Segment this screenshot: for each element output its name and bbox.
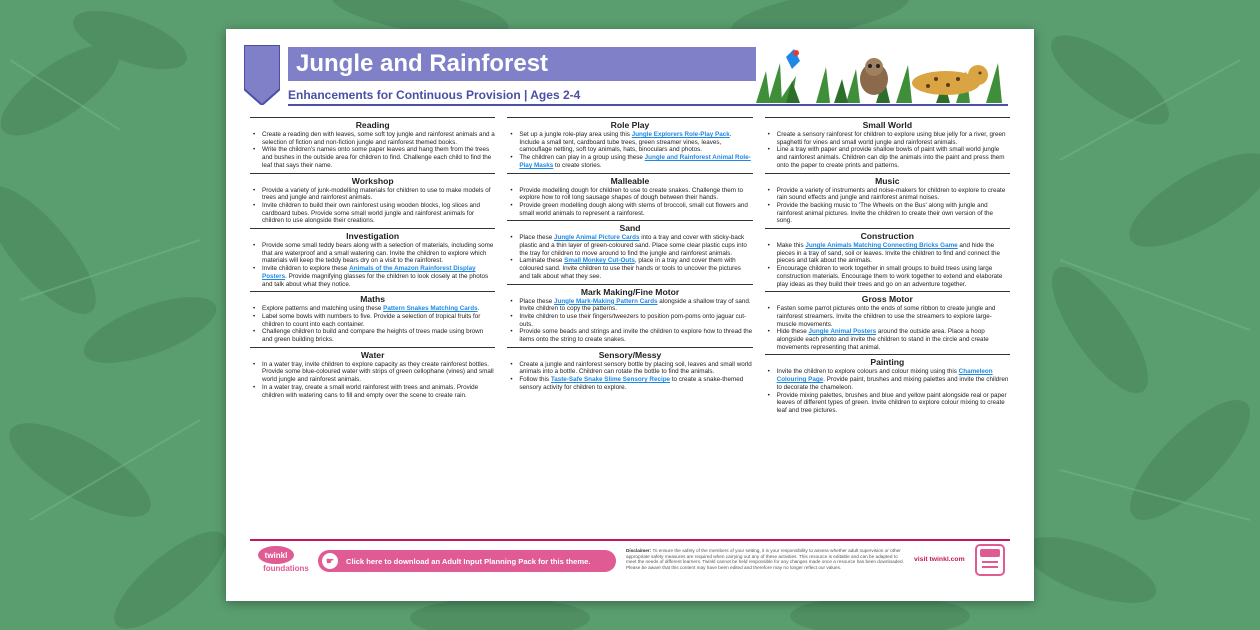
activity-text: Invite children to use their fingers/tweezers to position pom-poms onto jaguar cut-outs. [519,312,747,328]
logo-bottom-text: foundations [263,564,309,573]
activity-item [507,131,752,154]
activity-text: . Provide magnifying glasses for the children to look closely at the photos and talk about what they notice. [262,272,489,288]
section-maths [250,291,495,347]
activity-item [507,376,752,391]
activity-item [765,305,1010,328]
section-role-play [507,117,752,173]
section-sand [507,220,752,283]
activity-text: . Provide paint, brushes and mixing palettes and invite the children to decorate the chameleon. [776,376,1009,391]
activity-text: around the outside area. Place a hoop alongside each photo and invite the children to stand in the circle and create movements representing that animal. [776,328,989,351]
activity-item [507,328,752,343]
activity-list [250,242,495,288]
activity-list [765,368,1010,414]
activity-item [250,361,495,384]
quality-standard-seal-icon [974,543,1006,577]
activity-text: Create a jungle and rainforest sensory bottle by placing soil, leaves and small world animals into a bottle. Children can rotate the bottle to find the animals. [519,360,752,376]
footer-divider [250,539,1010,541]
activity-text: Provide a variety of junk-modelling materials for children to use to make models of trees and jungle and rainforest animals. [262,186,491,202]
activity-text: Place these [519,297,554,305]
activity-item [507,202,752,217]
activity-text: Set up a jungle role-play area using this [519,131,632,138]
activity-text: Label some bowls with numbers to five. Provide a selection of tropical fruits for children to count into each container. [262,312,481,328]
activity-list [765,305,1010,351]
activity-item [765,392,1010,415]
activity-text: Explore patterns and matching using these [262,305,384,313]
activity-text: Provide green modelling dough along with stems of broccoli, small cut flowers and small world animals to represent a rainforest. [519,201,748,217]
activity-text: . [477,305,480,313]
activity-text: Fasten some parrot pictures onto the ends of some ribbon to create jungle and rainforest streamers. Invite the children to use the streamers to explore large-muscle movements. [776,305,996,328]
activity-list [765,242,1010,288]
activity-text: alongside a shallow tray of sand. Invite children to copy the patterns. [519,297,751,313]
header-divider [288,104,1008,106]
activity-text: to create stories. [553,161,602,169]
download-planning-pack-button[interactable] [318,550,616,572]
resource-link[interactable]: Taste-Safe Snake Slime Sensory Recipe [550,376,671,384]
activity-item [765,265,1010,288]
column-3 [765,117,1010,537]
column-1 [250,117,495,537]
activity-list [507,131,752,170]
activity-item [507,257,752,280]
section-mark-making-fine-motor [507,284,752,347]
activity-item [250,202,495,225]
page-subtitle: Enhancements for Continuous Provision | Ages 2-4 [288,88,581,102]
section-title: Reading [355,120,390,130]
resource-link[interactable]: Jungle Animal Picture Cards [553,234,640,242]
activity-list [507,234,752,280]
resource-link[interactable]: Jungle and Rainforest Animal Role-Play Masks [519,154,751,169]
activity-text: Laminate these [519,257,565,265]
activity-list [765,187,1010,226]
section-reading [250,117,495,173]
activity-item [250,265,495,288]
section-title: Gross Motor [861,294,913,305]
activity-text: Write the children's names onto some paper leaves and hang them from the trees and bushes in the outside area for children to find. Challenge each child to find the leaf that says their name. [262,146,492,169]
activity-text: Challenge children to build and compare the heights of trees made using brown and green building bricks. [262,328,484,344]
activity-text: Hide these [776,328,809,336]
activity-text: and hide the pieces in a tray of sand, soil or leaves. Invite the children to find and connect the pieces and talk about the animals. [776,242,1000,265]
section-title: Construction [860,231,915,242]
resource-link[interactable]: Jungle Animals Matching Connecting Bricks Game [805,242,958,250]
activity-text: The children can play in a group using these [519,154,645,162]
activity-item [765,242,1010,265]
activity-text: Make this [776,242,806,250]
section-title: Small World [862,120,913,130]
section-title: Painting [870,357,905,368]
activity-item [507,313,752,328]
activity-list [250,361,495,400]
activity-text: In a water tray, invite children to explore capacity as they create rainforest bottles. Provide some blue-coloured water with strips of green cellophane (vines) and small world jungle and rainforest animals. [262,360,494,384]
section-small-world [765,117,1010,173]
section-title: Sensory/Messy [598,349,662,360]
section-workshop [250,173,495,229]
section-sensory-messy [507,347,752,395]
activity-item [765,146,1010,169]
download-button-label: Click here to download an Adult Input Planning Pack for this theme. [346,556,591,566]
disclaimer-text [626,548,904,590]
activity-list [250,187,495,226]
logo-top-text: twinkl [264,551,288,560]
section-gross-motor [765,291,1010,354]
activity-text: , place in a tray and cover them with coloured sand. Invite children to use their hands or tools to uncover the pictures and talk about what they see. [519,257,741,280]
page-title: Jungle and Rainforest [288,47,756,81]
activity-text: Place these [519,234,554,242]
activity-item [250,305,495,313]
bookmark-badge-icon [244,45,280,105]
activity-item [765,187,1010,202]
disclaimer-body: To ensure the safety of the members of your setting, it is your responsibility to assess whether adult supervision or other appropriate safety measures are required when carrying out any of these activities. This resource is editable and can be adapted to meet the needs of different learners. Twinkl cannot be held responsible for any changes made once a resource has been downloaded. Please be aware that this content may have been edited and therefore may no longer reflect our values. [626,548,904,570]
activity-text: Encourage children to work together in small groups to build trees using large construction materials. Encourage them to work together to extend and elaborate play ideas as they build their trees and go on an adventure together. [776,265,1003,288]
planning-document [226,29,1034,601]
section-title: Music [875,175,900,186]
resource-link[interactable]: Pattern Snakes Matching Cards [383,305,478,313]
activity-text: Create a sensory rainforest for children to explore using blue jelly for a river, green spaghetti for vines and small world jungle and rainforest animals. [776,131,1006,146]
activity-text: Provide the backing music to 'The Wheels on the Bus' along with jungle and rainforest animal pictures. Invite the children to create their own version of the song. [776,201,993,225]
activity-item [507,298,752,313]
activity-text: to create a snake-themed sensory activity for children to explore. [519,376,744,391]
section-title: Workshop [351,175,394,186]
section-title: Maths [360,294,386,305]
section-title: Investigation [346,231,400,242]
activity-list [507,298,752,344]
section-painting [765,354,1010,417]
activity-item [507,187,752,202]
section-title: Mark Making/Fine Motor [580,286,680,297]
activity-item [765,328,1010,351]
section-title: Sand [619,223,641,234]
activity-item [250,187,495,202]
activity-text: In a water tray, create a small world rainforest with trees and animals. Provide children with watering cans to fill and empty over the scene to create rain. [262,383,479,399]
activity-item [250,328,495,343]
activity-text: Invite the children to explore colours and colour mixing using this [776,368,959,376]
activity-list [765,131,1010,170]
activity-text: into a tray and cover with sticky-back plastic and a thin layer of green-coloured sand. Place some clear plastic cups into the tray for children to move around to find the jungle and rainforest animals. [519,234,747,257]
activity-text: Invite children to build their own rainforest using wooden blocks, log slices and cardboard tubes. Provide some small world jungle and rainforest animals for children to use alongside their creations. [262,201,481,225]
section-investigation [250,228,495,291]
activity-text: Provide a variety of instruments and noise-makers for children to explore to create rain sound effects and jungle and rainforest animal noises. [776,186,1006,202]
disclaimer-label: Disclaimer: [626,548,652,553]
section-music [765,173,1010,229]
activity-text: Follow this [519,376,551,384]
activity-item [250,313,495,328]
section-title: Water [360,349,385,360]
activity-list [250,131,495,170]
activity-text: Provide mixing palettes, brushes and blue and yellow paint alongside real or paper leaves of different types of green. Invite children to explore colour mixing to create leaf and tree pictures. [776,391,1007,414]
activity-item [507,234,752,257]
jungle-animals-illustration [756,41,1006,103]
activity-text: Provide some small teddy bears along with a selection of materials, including some that are waterproof and a small watering can. Invite the children to explore which materials will keep the teddy bears dry on a visit to the rainforest. [262,242,494,265]
column-2 [507,117,752,537]
activity-item [250,131,495,146]
activity-list [507,187,752,218]
resource-link[interactable]: Jungle Animal Posters [808,328,877,336]
activity-list [250,305,495,344]
activity-text: Create a reading den with leaves, some soft toy jungle and rainforest animals and a selection of fiction and non-fiction jungle and rainforest themed books. [262,131,495,146]
activity-item [765,202,1010,225]
activity-item [507,361,752,376]
activity-text: . Include a small tent, cardboard tube trees, green streamer vines, leaves, camouflage netting, soft toy animals, hats, binoculars and photos. [519,131,732,154]
activity-item [250,146,495,169]
resource-link[interactable]: Chameleon Colouring Page [776,368,993,384]
resource-link[interactable]: Animals of the Amazon Rainforest Display Posters [262,265,476,280]
section-construction [765,228,1010,291]
section-water [250,347,495,403]
resource-link[interactable]: Small Monkey Cut-Outs [564,257,635,265]
activity-text: Provide some beads and strings and invite the children to explore how to thread the items onto the string to create snakes. [519,328,753,344]
provision-grid [250,117,1010,537]
activity-item [250,242,495,265]
section-title: Malleable [610,175,650,186]
activity-item [765,131,1010,146]
activity-text: Invite children to explore these [262,265,350,273]
section-title: Role Play [610,120,650,130]
activity-item [250,384,495,399]
activity-list [507,361,752,392]
pointer-hand-icon: ☛ [322,553,338,569]
resource-link[interactable]: Jungle Explorers Role-Play Pack [631,131,730,138]
visit-twinkl-link[interactable]: visit twinkl.com [914,556,965,563]
activity-item [765,368,1010,391]
section-malleable [507,173,752,221]
activity-item [507,154,752,169]
activity-text: Provide modelling dough for children to use to create snakes. Challenge them to explore how to roll long sausage shapes of dough between their hands. [519,186,743,202]
resource-link[interactable]: Jungle Mark-Making Pattern Cards [553,297,658,305]
activity-text: Line a tray with paper and provide shallow bowls of paint with small world jungle and rainforest animals. Children can dip the animals into the paint and press them onto the paper to create prints and patterns. [776,146,1005,169]
